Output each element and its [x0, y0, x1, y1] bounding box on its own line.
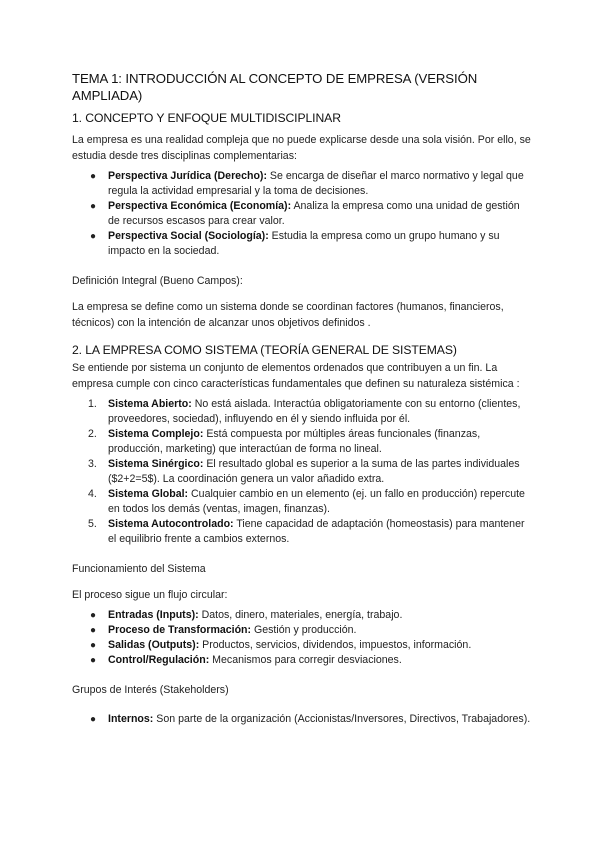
- item-text: Mecanismos para corregir desviaciones.: [209, 654, 402, 666]
- item-text: No está aislada. Interactúa obligatoriamente con su entorno (clientes, proveedores, sociedad), influyendo en él y siendo influida por él.: [108, 398, 521, 425]
- stakeholders-list: [72, 712, 532, 727]
- bullet-icon: ●: [90, 610, 97, 621]
- bullet-icon: ●: [90, 171, 97, 182]
- item-text: Estudia la empresa como un grupo humano y su impacto en la sociedad.: [108, 230, 500, 257]
- list-item: [72, 517, 532, 547]
- definition-label: Definición Integral (Bueno Campos):: [72, 275, 243, 287]
- item-text: Está compuesta por múltiples áreas funcionales (finanzas, producción, marketing) que interactúan de forma no lineal.: [108, 428, 481, 455]
- system-characteristics-list: [72, 397, 532, 547]
- stakeholders-label: Grupos de Interés (Stakeholders): [72, 684, 229, 696]
- list-item: [72, 653, 532, 668]
- item-text: Gestión y producción.: [251, 624, 357, 636]
- list-item: [72, 608, 532, 623]
- item-text: El resultado global es superior a la suma de las partes individuales ($2+2=5$). La coordinación genera un valor añadido extra.: [108, 458, 520, 485]
- item-term: Internos:: [108, 713, 154, 725]
- item-term: Entradas (Inputs):: [108, 609, 199, 621]
- item-term: Sistema Complejo:: [108, 428, 204, 440]
- perspectives-list: [72, 169, 532, 259]
- item-term: Salidas (Outputs):: [108, 639, 200, 651]
- item-number: 1.: [88, 398, 97, 410]
- section-1-heading: 1. CONCEPTO Y ENFOQUE MULTIDISCIPLINAR: [72, 111, 341, 125]
- bullet-icon: ●: [90, 714, 97, 725]
- item-term: Sistema Sinérgico:: [108, 458, 204, 470]
- process-flow-list: [72, 608, 532, 668]
- bullet-icon: ●: [90, 201, 97, 212]
- item-text: Datos, dinero, materiales, energía, trabajo.: [198, 609, 403, 621]
- list-item: [72, 638, 532, 653]
- section-1-intro: La empresa es una realidad compleja que no puede explicarse desde una sola visión. Por ello, se estudia desde tres disciplinas complementarias:: [72, 134, 531, 162]
- item-number: 5.: [88, 518, 97, 530]
- list-item: [72, 623, 532, 638]
- item-term: Perspectiva Social (Sociología):: [108, 230, 269, 242]
- item-term: Perspectiva Jurídica (Derecho):: [108, 170, 267, 182]
- item-term: Sistema Autocontrolado:: [108, 518, 234, 530]
- item-term: Control/Regulación:: [108, 654, 210, 666]
- function-label: Funcionamiento del Sistema: [72, 563, 206, 575]
- item-text: Son parte de la organización (Accionistas/Inversores, Directivos, Trabajadores).: [153, 713, 531, 725]
- function-intro: El proceso sigue un flujo circular:: [72, 589, 228, 601]
- list-item: [72, 199, 532, 229]
- list-item: [72, 229, 532, 259]
- definition-text: La empresa se define como un sistema donde se coordinan factores (humanos, financieros, técnicos) con la intención de alcanzar unos objetivos definidos .: [72, 301, 504, 329]
- item-number: 4.: [88, 488, 97, 500]
- document-title: TEMA 1: INTRODUCCIÓN AL CONCEPTO DE EMPRESA (VERSIÓN AMPLIADA): [72, 71, 478, 103]
- item-text: Tiene capacidad de adaptación (homeostasis) para mantener el equilibrio frente a cambios externos.: [108, 518, 525, 545]
- item-number: 3.: [88, 458, 97, 470]
- list-item: [72, 397, 532, 427]
- item-text: Cualquier cambio en un elemento (ej. un fallo en producción) repercute en todos los demás (ventas, imagen, finanzas).: [108, 488, 525, 515]
- bullet-icon: ●: [90, 640, 97, 651]
- section-2-heading: 2. LA EMPRESA COMO SISTEMA (TEORÍA GENERAL DE SISTEMAS): [72, 343, 457, 357]
- list-item: [72, 427, 532, 457]
- list-item: [72, 487, 532, 517]
- item-term: Sistema Global:: [108, 488, 189, 500]
- bullet-icon: ●: [90, 231, 97, 242]
- item-term: Perspectiva Económica (Economía):: [108, 200, 292, 212]
- item-number: 2.: [88, 428, 97, 440]
- section-2-intro: Se entiende por sistema un conjunto de elementos ordenados que contribuyen a un fin. La empresa cumple con cinco características fundamentales que definen su naturaleza sistémica :: [72, 362, 520, 390]
- document-page: [72, 70, 532, 727]
- item-text: Se encarga de diseñar el marco normativo y legal que regula la actividad empresarial y la toma de decisiones.: [108, 170, 524, 197]
- list-item: [72, 712, 532, 727]
- bullet-icon: ●: [90, 625, 97, 636]
- item-term: Proceso de Transformación:: [108, 624, 252, 636]
- item-text: Analiza la empresa como una unidad de gestión de recursos escasos para crear valor.: [108, 200, 520, 227]
- bullet-icon: ●: [90, 655, 97, 666]
- item-term: Sistema Abierto:: [108, 398, 192, 410]
- list-item: [72, 457, 532, 487]
- item-text: Productos, servicios, dividendos, impuestos, información.: [199, 639, 472, 651]
- list-item: [72, 169, 532, 199]
